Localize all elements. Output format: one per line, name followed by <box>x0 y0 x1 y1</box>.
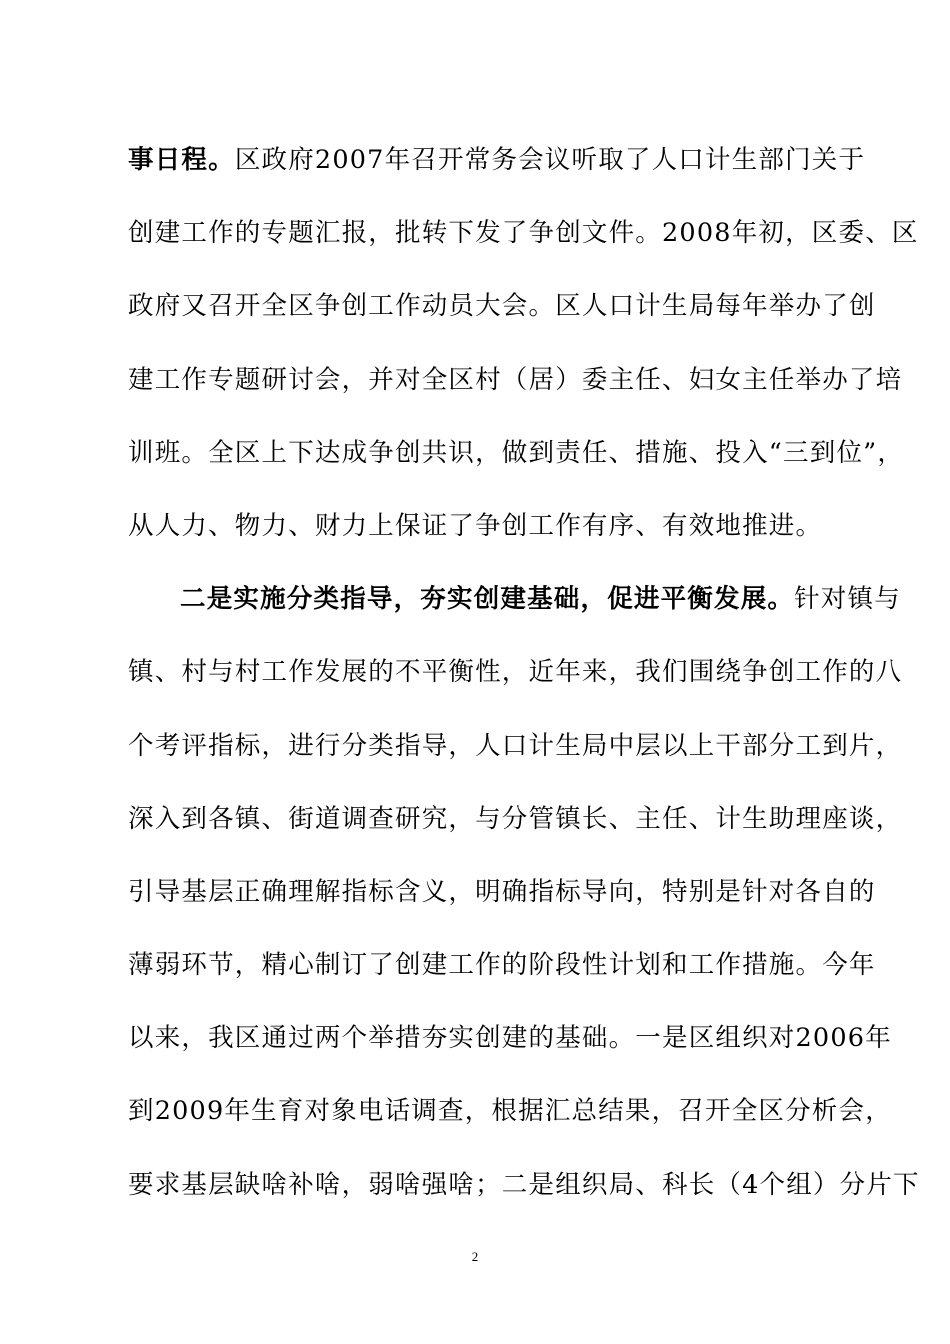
text-line <box>128 136 866 209</box>
page-number: 2 <box>471 1249 479 1264</box>
bold-heading: 二是实施分类指导，夯实创建基础，促进平衡发展。 <box>180 584 795 615</box>
text-line <box>128 209 919 282</box>
bold-heading: 事日程。 <box>128 145 235 175</box>
text-line <box>128 502 830 575</box>
text-line <box>128 648 903 721</box>
text-line <box>128 356 903 429</box>
line-text: 区政府2007年召开常务会议听取了人口计生部门关于 <box>234 145 866 175</box>
line-text: 针对镇与 <box>794 584 901 615</box>
line-text: 引导基层正确理解指标含义，明确指标导向，特别是针对各自的 <box>128 876 876 907</box>
line-text: 到2009年生育对象电话调查，根据汇总结果，召开全区分析会， <box>128 1096 892 1127</box>
line-text: 薄弱环节，精心制订了创建工作的阶段性计划和工作措施。今年 <box>128 950 876 981</box>
body-text <box>128 136 920 1234</box>
text-line <box>128 1161 920 1234</box>
line-text: 深入到各镇、街道调查研究，与分管镇长、主任、计生助理座谈， <box>128 803 903 834</box>
text-line <box>128 941 876 1014</box>
text-line <box>128 282 876 355</box>
line-text: 要求基层缺啥补啥，弱啥强啥；二是组织局、科长（4个组）分片下 <box>128 1169 920 1200</box>
line-text: 政府又召开全区争创工作动员大会。区人口计生局每年举办了创 <box>128 291 876 322</box>
text-line <box>128 722 903 795</box>
line-text: 创建工作的专题汇报，批转下发了争创文件。2008年初，区委、区 <box>128 218 919 249</box>
text-line <box>128 575 901 648</box>
line-text: 建工作专题研讨会，并对全区村（居）委主任、妇女主任举办了培 <box>128 364 903 395</box>
text-line <box>128 1014 892 1087</box>
line-text: 以来，我区通过两个举措夯实创建的基础。一是区组织对2006年 <box>128 1023 892 1054</box>
text-line <box>128 868 876 941</box>
text-line <box>128 1087 892 1160</box>
text-line <box>128 795 903 868</box>
line-text: 从人力、物力、财力上保证了争创工作有序、有效地推进。 <box>128 510 823 541</box>
line-text: 训班。全区上下达成争创共识，做到责任、措施、投入“三到位”， <box>128 437 905 468</box>
line-text: 镇、村与村工作发展的不平衡性，近年来，我们围绕争创工作的八 <box>128 657 903 688</box>
line-text: 个考评指标，进行分类指导，人口计生局中层以上干部分工到片， <box>128 730 903 761</box>
text-line <box>128 429 905 502</box>
